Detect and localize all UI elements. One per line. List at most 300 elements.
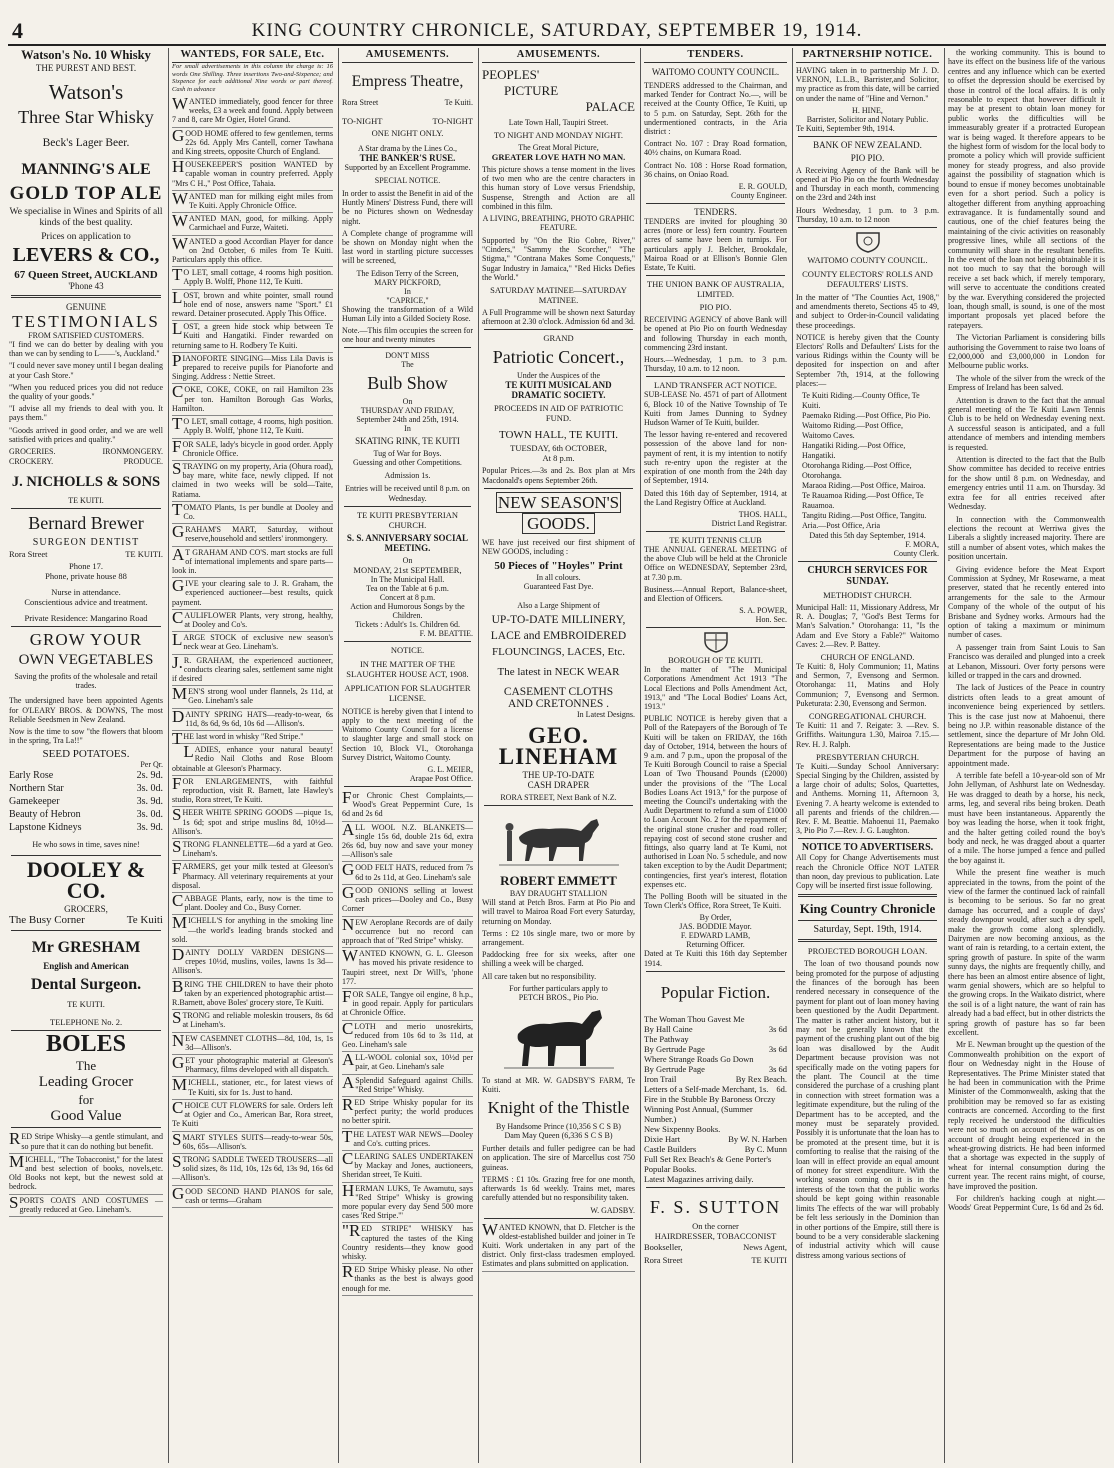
ad-heading: 50 Pieces of "Hoyles" Print xyxy=(494,560,623,573)
book-title: Castle Builders xyxy=(644,1143,697,1154)
ad-text: September 24th and 25th, 1914. xyxy=(356,415,459,425)
book-title: Where Strange Roads Go Down xyxy=(644,1053,754,1064)
book-price: By C. Munn xyxy=(744,1143,787,1154)
classified-ad: LOST, brown and white pointer, small round hole end of nose, answers name "Sport." £1 reward. Detainer prosecuted. Apply This Office. xyxy=(172,290,333,322)
ad-heading: Empress Theatre, xyxy=(351,73,464,90)
riding-entry: Aria.—Post Office, Aria xyxy=(802,521,881,531)
ad-heading: BANK OF NEW ZEALAND. xyxy=(813,139,922,150)
page-number: 4 xyxy=(12,18,23,43)
classified-ad: LADIES, enhance your natural beauty! Redio Nail Cloths and Rose Bloom obtainable at Gleeson's Pharmacy. xyxy=(172,744,333,776)
ad-text: F. EDWARD LAMB, xyxy=(680,931,751,941)
ad-text: Conscientious advice and treatment. xyxy=(24,597,148,608)
potato-row xyxy=(9,782,163,795)
ad-text: On xyxy=(402,397,413,407)
news-paragraph: For children's hacking cough at night.—Woods' Great Peppermint Cure, 1s 6d and 2s 6d. xyxy=(948,1193,1105,1213)
classified-ad: RED Stripe Whisky—a gentle stimulant, and so pure that it can do nothing but benefit. xyxy=(9,1131,163,1153)
ad-text: Supported by "On the Rio Cobre, River," "Cinders," "Sammy the Scorcher," "The Stigma," "Contrana Makes Some Conquests," Sugar Industry in Jamaica," "Red Hicks Defies the World." xyxy=(482,236,635,282)
column-7 xyxy=(944,48,1108,1463)
ad-heading: MANNING'S ALE xyxy=(21,161,151,178)
ad-text: Hon. Sec. xyxy=(755,615,787,625)
book-price: By W. N. Harben xyxy=(728,1133,787,1144)
ad-text: S. A. POWER, xyxy=(739,606,787,616)
ad-heading: GEO. LINEHAM xyxy=(498,723,619,770)
ad-text: "CAPRICE," xyxy=(386,295,429,305)
ad-heading: BOLES xyxy=(45,1031,127,1058)
classified-ad: WANTED MAN, good, for milking. Apply Carmichael and Furze, Waiteti. xyxy=(172,213,333,235)
ad-text: Under the Auspices of the xyxy=(516,371,601,381)
ad-text: Paddocking free for six weeks, after one shilling a week will be charged. xyxy=(482,950,635,969)
book-title: Latest Magazines arriving daily. xyxy=(644,1173,754,1184)
editorial-body xyxy=(796,959,939,1260)
book-price: 3s 6d xyxy=(768,1063,787,1074)
news-items xyxy=(948,48,1105,1213)
ad-heading: THE BANKER'S RUSE. xyxy=(359,153,456,163)
ad-text: H. HINE, xyxy=(852,105,883,115)
ad-text: Dated at Te Kuiti this 16th day September 1914. xyxy=(644,949,787,968)
column-2 xyxy=(168,48,336,1463)
classified-ad: WANTED man for milking eight miles from Te Kuiti. Apply Chronicle Office. xyxy=(172,191,333,213)
ad-text: A Complete change of programme will be shown on Monday night when the last word in startling picture successes will be screened, xyxy=(342,228,473,266)
ad-text: Phone, private house 88 xyxy=(45,571,127,582)
potato-row xyxy=(9,795,163,808)
classified-ad: CHOICE CUT FLOWERS for sale. Orders left at Ogier and Co., American Bar, Rora street, Te Kuiti xyxy=(172,1100,333,1132)
ad-text: THE UP-TO-DATE xyxy=(522,770,595,781)
ad-text: Late Town Hall, Taupiri Street. xyxy=(508,118,609,127)
ad-text: Dam May Queen (6,336 S C S B) xyxy=(504,1131,613,1141)
classified-ad: SHEER WHITE SPRING GOODS —pique 1s, 1s 6d; spot and stripe muslins 8d, 10½d—Allison's. xyxy=(172,807,333,839)
ad-heading: F. S. SUTTON xyxy=(649,1196,782,1217)
ad-text: NOTICE is hereby given that the County Electors' Rolls and Defaulters' Lists for the various Ridings within the County will be deposited for inspection on and after September 7th, 1914, at the following places:— xyxy=(796,332,939,388)
ad-heading: PEOPLES' xyxy=(482,67,540,82)
ad-text: The undersigned have been appointed Agents for O'LEARY BROS. & DOWNS, The most Reliable Seedsmen in New Zealand. xyxy=(9,696,163,724)
ad-text: For further particulars apply to xyxy=(509,983,608,993)
ad-text: THURSDAY AND FRIDAY, xyxy=(360,406,455,416)
ad-text: Concert at 8 p.m. xyxy=(379,592,436,602)
classified-ad: GOOD ONIONS selling at lowest cash prices—Dooley and Co., Busy Corner xyxy=(342,885,473,917)
classified-ad: WANTED KNOWN, that D. Fletcher is the oldest-established builder and joiner in Te Kuiti. Work undertaken in any part of the district. Only first-class tradesmen employed. Estimates and plans submitted on application. xyxy=(482,1222,635,1272)
ad-heading: THE UNION BANK OF AUSTRALIA, LIMITED. xyxy=(646,279,785,300)
classified-ad: CAULIFLOWER Plants, very strong, healthy, at Dooley and Co's. xyxy=(172,610,333,632)
book-entry xyxy=(644,1144,787,1154)
classified-ad: PIANOFORTE SINGING—Miss Lila Davis is prepared to receive pupils for Pianoforte and Singing. Address : Nettie Street. xyxy=(172,353,333,385)
ad-heading: CHURCH OF ENGLAND. xyxy=(820,652,915,663)
ad-text: Nurse in attendance. xyxy=(51,587,121,598)
ad-text: Hours Wednesday, 1 p.m. to 3 p.m. Thursday, 10 a.m. to 12 noon xyxy=(796,205,939,224)
book-entry xyxy=(644,1124,787,1134)
ad-text: SPECIAL NOTICE. xyxy=(374,176,441,185)
draught-horse-icon xyxy=(504,1004,614,1074)
ad-text: Business.—Annual Report, Balance-sheet, and Election of Officers. xyxy=(644,584,787,603)
ad-text: THOS. HALL, xyxy=(738,509,787,519)
classified-ad: STRAYING on my property, Aria (Ohura road), bay mare, white face, newly clipped. If not claimed in two weeks will be sold—Taite, Ratiama. xyxy=(172,461,333,502)
ad-heading: LACE and EMBROIDERED xyxy=(490,630,627,643)
riding-entry: Waitomo Riding.—Post Office, Waitomo Caves. xyxy=(802,421,903,441)
ad-text: Action and Humorous Songs by the Children. xyxy=(350,601,465,620)
ad-text: Tea on the Table at 6 p.m. xyxy=(366,583,449,593)
classified-ad: AT GRAHAM AND CO'S. mart stocks are full of international implements and spare parts—look in. xyxy=(172,547,333,579)
ad-heading: Knight of the Thistle xyxy=(487,1098,630,1118)
ad-heading: ROBERT EMMETT xyxy=(500,873,617,889)
ad-text: CROCKERY. PRODUCE. xyxy=(9,457,163,467)
book-entry xyxy=(644,1094,787,1104)
ridings-list xyxy=(796,391,939,531)
ad-text: TE KUITI. xyxy=(67,999,105,1010)
newspaper-title: KING COUNTRY CHRONICLE, SATURDAY, SEPTEMBER 19, 1914. xyxy=(251,20,863,41)
ad-text: Showing the transformation of a Wild Human Lily into a Gilded Society Rose. xyxy=(342,304,473,323)
book-entry xyxy=(644,1084,787,1094)
book-title: Iron Trail xyxy=(644,1073,677,1084)
ad-text: The xyxy=(75,1058,97,1074)
ad-text: F. MORA, xyxy=(905,540,939,550)
classified-ad: LOST, a green hide stock whip between Te Kuiti and Hangatiki. Finder rewarded on returning same to H. Rodbery Te Kuiti. xyxy=(172,321,333,353)
ad-text: DON'T MISS xyxy=(385,351,430,361)
classified-ad: MICHELL, stationer, etc., for latest views of Te Kuiti, six for 1s. Just to hand. xyxy=(172,1077,333,1099)
classified-ad: GET your photographic material at Gleeson's Pharmacy, films developed with all dispatch. xyxy=(172,1055,333,1077)
ad-heading: LAND TRANSFER ACT NOTICE. xyxy=(654,380,777,391)
ad-text: In xyxy=(404,286,411,296)
news-paragraph: In connection with the Commonwealth elections the recount at Werriwa gives the Liberals a slightly increased majority. There are still a number of absent votes, which makes the position uncertain. xyxy=(948,514,1105,562)
potato-price: 3s. 9d. xyxy=(136,796,163,808)
ad-text: Rora Street TE KUITI xyxy=(644,1254,787,1265)
ad-text: Bookseller, News Agent, xyxy=(644,1241,787,1252)
ad-text: By Order, xyxy=(699,913,732,923)
ad-text: In the matter of "The Municipal Corporations Amendment Act 1913 "The Local Elections and Polls Amendment Act, 1913," and "The Local Bodies' Loans Act, 1913." xyxy=(644,665,787,711)
ad-heading: Three Star Whisky xyxy=(18,107,154,127)
classified-ad: MEN'S strong wool under flannels, 2s 11d, at Geo. Lineham's sale xyxy=(172,686,333,708)
ad-text: TE KUITI PRESBYTERIAN CHURCH. xyxy=(356,509,459,530)
book-title: Letters of a Self-made Merchant, 1s. xyxy=(644,1083,769,1094)
testimonial: "I could never save money until I began dealing at your Cash Store." xyxy=(9,361,163,380)
church-notice: Municipal Hall: 11, Missionary Address, Mr R. A. Douglas; 7, "God's Best Terms for Man's Salvation." Otorohanga: 11, "Is the Adam and Eve Story a Fable?" Waitomo Caves: 2.—Rev. P. Battey. xyxy=(796,603,939,649)
ad-text: Beck's Lager Beer. xyxy=(42,137,130,149)
book-list xyxy=(644,1014,787,1184)
ad-text: He who sows in time, saves nine! xyxy=(32,840,140,850)
ad-heading: GREATER LOVE HATH NO MAN. xyxy=(491,152,626,162)
article-paragraph: The loan of two thousand pounds now being promoted for the purpose of adjusting the finances of the borough has been rendered necessary in consequence of the payment for plant out of loan money having been questioned by the Audit Department. The matter is rather ancient history, but it may not be generally known that the payment of the crushing plant out of the big loan was disallowed by the Audit Department because provision was not specifically made on the voting papers for the plant. The Council at the time considered the purchase of a crushing plant in connection with street formation was a legitimate expenditure, but the ruling of the Department has to be accepted, and the money must be separately provided. Possibly it is unfortunate that the loan has to be promoted at the present time, but it is comforting to realise that the raising of the loan will in effect provide an equal amount of money for street expenditure. With the working season coming on it is in the interests of the town that the public works should be kept going within reasonable limits The effects of the war will probably be felt less seriously in the Dominion than in other portions of the Empire, still there is bound to be a very considerable slackening of industrial activity which will cause distress among various sections of xyxy=(796,959,939,1260)
ad-text: CASH DRAPER xyxy=(527,780,590,791)
news-paragraph: While the present fine weather is much appreciated in the towns, from the point of the view of the farmer the continued lack of rainfall is becoming to be serious. So far no great damage has occurred, and a couple of days' steady downpour would, after such a dry spell, make the growth come along splendidly. Dairymen are now becoming anxious, as the want of rain is retarding, to a certain extent, the spring growth of pasture. In spite of the warm sunny days, the nights are frequently chilly, and there has been an almost entire absence of light, warm genial showers, which are so helpful to the growing crops. In the Waikato district, where the soil is of a light nature, the want of rain has already had a bad effect, but in other districts the spring growth of pasture has so far been excellent. xyxy=(948,868,1105,1038)
ad-text: Terms : £2 10s single mare, two or more by arrangement. xyxy=(482,928,635,948)
ad-heading: TE KUITI MUSICAL AND DRAMATIC SOCIETY. xyxy=(505,380,612,401)
ad-text: A LIVING, BREATHING, PHOTO GRAPHIC FEATURE. xyxy=(482,214,635,233)
ad-heading: TOWN HALL, TE KUITI. xyxy=(498,429,619,442)
ad-text: HAVING taken in to partnership Mr J. D. VERNON, L.L.B., Barrister,and Solicitor, my practice as from this date, will be carried on under the name of "Hine and Vernon." xyxy=(796,66,939,103)
ad-text: Prices on application to xyxy=(41,232,131,242)
ad-text: To stand at MR. W. GADSBY'S FARM, Te Kuiti. xyxy=(482,1075,635,1095)
classified-ad: THE last word in whisky "Red Stripe." xyxy=(172,731,333,744)
ad-text: Dated this 5th day September, 1914. xyxy=(809,531,926,541)
section-heading: NOTICE TO ADVERTISERS. xyxy=(801,842,934,854)
ad-text: Supported by an Excellent Programme. xyxy=(344,163,471,172)
riding-entry: Maraoa Riding.—Post Office, Mairoa. xyxy=(802,481,926,491)
potato-row xyxy=(9,808,163,821)
ad-text: PROCEEDS IN AID OF PATRIOTIC FUND. xyxy=(493,403,624,424)
book-title: By Hall Caine xyxy=(644,1023,693,1034)
ad-watson-no10: Watson's No. 10 Whisky xyxy=(21,48,151,62)
ad-text: THE ANNUAL GENERAL MEETING of the above Club will be held at the Chronicle Office on WEDNESDAY, September 23rd, at 7.30 p.m. xyxy=(644,544,787,582)
classified-ad: DAINTY SPRING HATS—ready-to-wear, 6s 11d, 8s 6d, 9s 6d, 10s 6d —Allison's. xyxy=(172,709,333,731)
book-title: Full Set Rex Beach's & Gene Porter's xyxy=(644,1153,772,1164)
borough-crest-icon xyxy=(701,631,731,653)
ad-heading: Patriotic Concert., xyxy=(492,347,625,368)
ad-text: SUB-LEASE No. 4571 of part of Allotment 6, Block 10 of the Native Township of Te Kuiti from James Dunning to Sydney Hudson Warner of Te Kuiti, builder. xyxy=(644,390,787,428)
ad-text: MONDAY, 21st SEPTEMBER, xyxy=(353,564,462,575)
ad-heading: CASEMENT CLOTHS xyxy=(503,686,614,699)
ad-text: 67 Queen Street, AUCKLAND xyxy=(14,269,158,281)
classified-ad: WANTED immediately, good fencer for three weeks, £3 a week and found. Apply between 7 and 8, care Mr Ogier, Hotel Grand. xyxy=(172,96,333,128)
classified-ad: NEW CASEMNET CLOTHS—8d, 10d, 1s, 1s 3d—Allison's. xyxy=(172,1033,333,1055)
ad-text: ONE NIGHT ONLY. xyxy=(371,128,444,138)
classified-ad: THE LATEST WAR NEWS—Dooley and Co's. cutting prices. xyxy=(342,1129,473,1151)
ad-text: TERMS : £1 10s. Grazing free for one month, afterwards 1s 6d weekly. Trains met, mares carefully attended but no responsibility taken. xyxy=(482,1174,635,1203)
ad-heading: UP-TO-DATE MILLINERY, xyxy=(491,614,626,627)
ad-text: Contract No. 107 : Dray Road formation, 40½ chains, on Kumara Road. xyxy=(644,139,787,158)
ad-heading: TESTIMONIALS xyxy=(12,312,160,331)
ad-text: Will stand at Petch Bros. Farm at Pio Pio and will travel to Mairoa Road Fort every Saturday, returning on Monday. xyxy=(482,898,635,926)
book-entry xyxy=(644,1154,787,1164)
ad-heading: Popular Fiction. xyxy=(660,982,771,1002)
ad-text: District Land Registrar. xyxy=(711,518,787,528)
ad-text: F. M. BEATTIE. xyxy=(419,628,473,638)
potato-name: Early Rose xyxy=(9,770,54,782)
ad-text: TELEPHONE No. 2. xyxy=(49,1017,123,1028)
classified-ad: STRONG SADDLE TWEED TROUSERS—all solid sizes, 8s 11d, 10s, 12s 6d, 13s 9d, 16s 6d—Allison's. xyxy=(172,1154,333,1186)
classified-ad: STRONG and reliable moleskin trousers, 8s 6d at Lineham's. xyxy=(172,1010,333,1032)
book-entry xyxy=(644,1024,787,1034)
ad-text: Also a Large Shipment of xyxy=(517,601,600,611)
ad-text: On xyxy=(402,555,413,565)
ad-heading: PICTURE xyxy=(504,83,559,98)
ad-text: for xyxy=(78,1092,94,1108)
newspaper-nameplate: King Country Chronicle xyxy=(799,901,936,917)
column-5 xyxy=(640,48,790,1463)
riding-entry: Te Rauamoa Riding.—Post Office, Te Rauamoa. xyxy=(802,491,924,511)
ad-text: The Polling Booth will be situated in the Town Clerk's Office, Rora Street, Te Kuiti. xyxy=(644,892,787,911)
classified-ad: HOUSEKEEPER'S position WANTED by capable woman in country preferred. Apply "Mrs C H.," Post Office, Tahaia. xyxy=(172,159,333,191)
book-title: Popular Books. xyxy=(644,1163,697,1174)
rates-notice: For small advertisements in this column the charge is: 16 words One Shilling. Three insertions Two-and-Sixpence; and Sixpence for each additional Nine words or part thereof. Cash in advance xyxy=(172,63,333,93)
ad-text: The xyxy=(401,360,414,370)
column-4 xyxy=(478,48,638,1463)
ad-text: Saving the profits of the wholesale and retail trades. xyxy=(14,672,158,691)
book-title: The Pathway xyxy=(644,1033,689,1044)
news-paragraph: The whole of the silver from the wreck of the Empress of Ireland has been salved. xyxy=(948,373,1105,393)
news-paragraph: the working community. This is bound to have its effect on the business life of the various centres and any influence which can be exerted to offset the depression should be exercised by those in control of the local affairs. It is only reasonable to expect that however difficult it may be at present to obtain loan money for public works the difficulties will be immeasurably greater if a protracted European war is being waged. It therefore appears to be the highest form of wisdom for the local body to promote a policy which will provide sufficient money for steady progress, and also provide against the possibility of stagnation which is bound to ensue if money becomes unobtainable even for a short period. Such a policy is altogether different from anything approaching extravagance. It is fundamentally sound and cautious, one of the chief features being the maintaining of the civic activities on reasonably progressive lines, while all sections of the community will share in the resultant benefits. In the event of the loan not being obtainable it is not too much to say that the borough will receive a set back which, if merely temporary, will serve to accentuate the conditions created by the war. Everything considered the projected loan, though small, is sound, is one of the most important proposals yet placed before the ratepayers. xyxy=(948,48,1105,330)
ad-heading: AND CRETONNES . xyxy=(507,698,610,711)
classified-ad: CLEARING SALES UNDERTAKEN by Mackay and Jones, auctioneers, Sheridan street, Te Kuiti. xyxy=(342,1151,473,1183)
ad-heading: Bulb Show xyxy=(367,373,448,394)
ad-text: Popular Prices.—3s and 2s. Box plan at Mrs Macdonald's opens September 26th. xyxy=(482,466,635,485)
classified-ad: FOR SALE, lady's bicycle in good order. Apply Chronicle Office. xyxy=(172,439,333,461)
book-title: By Gertrude Page xyxy=(644,1043,705,1054)
classified-ad: GIVE your clearing sale to J. R. Graham, the experienced auctioneer—best results, quick payment. xyxy=(172,578,333,610)
book-entry xyxy=(644,1054,787,1064)
ad-text: Rora Street Te Kuiti. xyxy=(342,98,473,107)
ad-text: TO NIGHT AND MONDAY NIGHT. xyxy=(494,130,623,140)
book-entry xyxy=(644,1134,787,1144)
ad-text: The Busy Corner Te Kuiti xyxy=(9,914,163,927)
ad-text: PIO PIO. xyxy=(699,302,732,313)
horse-with-handler-icon xyxy=(499,809,619,871)
ad-text: APPLICATION FOR SLAUGHTER LICENSE. xyxy=(344,682,471,703)
news-paragraph: Attention is drawn to the fact that the annual general meeting of the Te Kuiti Lawn Tennis Club is to be held on Wednesday evening next. A successful season is anticipated, and a full attendance of members and intending members is requested. xyxy=(948,395,1105,452)
ad-heading: SEED POTATOES. xyxy=(42,748,130,761)
book-entry xyxy=(644,1174,787,1184)
classified-ad: TO LET, small cottage, 4 rooms, high position. Apply B. Wolff, 'phone 112, Te Kuiti. xyxy=(172,416,333,438)
ad-heading: GROW YOUR xyxy=(29,630,143,650)
ad-text: GENUINE xyxy=(66,302,106,312)
church-notice: Te Kuiti: 8, Holy Communion; 11, Matins and Sermon, 7, Evensong and Sermon. Otorohanga: 11, Matins and Holy Communion; 7, Evensong and Sermon. Puketurata: 2.30, Evensong and Sermon. xyxy=(796,662,939,708)
testimonial: "When you reduced prices you did not reduce the quality of your goods." xyxy=(9,382,163,402)
potato-price: 2s. 9d. xyxy=(136,770,163,782)
riding-entry: Te Kuiti Riding.—County Office, Te Kuiti. xyxy=(802,391,920,411)
ad-heading: Bernard Brewer xyxy=(28,513,144,534)
section-heading: TENDERS. xyxy=(644,48,787,63)
ad-heading: PALACE xyxy=(585,99,635,114)
ad-text: TENDERS are invited for ploughing 30 acres (more or less) fern country. Fourteen acres of same have been in turnips. For particulars apply J. Belcher, Brookdale, Mairoa Road or at Ellison's Bonnie Glen Estate, Te Kuiti. xyxy=(644,217,787,273)
ad-text: Further details and fuller pedigree can be had on application. The sire of Marcellus cost 750 guineas. xyxy=(482,1144,635,1172)
news-paragraph: A terrible fate befell a 10-year-old son of Mr John Jellyman, of Ashhurst late on Wednesday. He was dragged to death by a horse, his neck, arms, leg, and several ribs being broken. Death must have been instantaneous. Apparently the boy was leading the horse, when it took fright, and the halter getting coiled round the boy's body and neck, he was dragged about a quarter of a mile. The horse jumped a fence and pulled the boy against it. xyxy=(948,771,1105,865)
potato-price-list xyxy=(9,769,163,834)
ad-text: In Latest Designs. xyxy=(577,710,635,720)
ad-heading: WAITOMO COUNTY COUNCIL. xyxy=(807,255,928,266)
potato-row xyxy=(9,821,163,834)
ad-text: In The Municipal Hall. xyxy=(370,574,445,584)
classified-ad: LARGE STOCK of exclusive new season's neck wear at Geo. Lineham's. xyxy=(172,632,333,654)
classified-ad: GOOD SECOND HAND PIANOS for sale, cash or terms—Graham xyxy=(172,1186,333,1208)
ad-text: Tickets : Adult's 1s. Children 6d. xyxy=(355,619,460,629)
ad-text: TE KUITI. xyxy=(68,496,104,506)
ad-text: On the corner xyxy=(692,1220,739,1231)
ad-text: Hours.—Wednesday, 1 p.m. to 3 p.m. Thursday, 10 a.m. to 12 noon. xyxy=(644,355,787,374)
ad-heading: TE KUITI TENNIS CLUB xyxy=(669,534,762,545)
classified-ad: FOR ENLARGEMENTS, with faithful reproduction, visit R. Barnett, late Hawley's studio, Rora street, Te Kuiti. xyxy=(172,776,333,808)
ad-text: W. GADSBY. xyxy=(590,1205,635,1215)
section-heading: AMUSEMENTS. xyxy=(342,48,473,63)
classified-ad: TOMATO Plants, 1s per bundle at Dooley and Co. xyxy=(172,502,333,524)
book-entry xyxy=(644,1104,787,1124)
testimonial: "Goods arrived in good order, and we are well satisfied with prices and quality." xyxy=(9,425,163,444)
classified-ad: GOOD HOME offered to few gentlemen, terms 22s 6d. Apply Mrs Cantell, corner Tawhana and King streets, opposite Church of England. xyxy=(172,128,333,160)
classified-ad: STRONG FLANNELETTE—6d a yard at Geo. Lineham's. xyxy=(172,839,333,861)
ad-heading: WAITOMO COUNTY COUNCIL. xyxy=(651,67,780,77)
ad-text: The Great Moral Picture, xyxy=(518,143,599,152)
ad-text: GROCERIES. IRONMONGERY. xyxy=(9,447,163,457)
ad-heading: CONGREGATIONAL CHURCH. xyxy=(808,711,927,722)
riding-entry: Tangitu Riding.—Post Office, Tangitu. xyxy=(802,511,927,521)
classified-ad: RED Stripe Whisky please. No other thanks as the best is always good enough for me. xyxy=(342,1264,473,1296)
classified-ad: DAINTY DOLLY VARDEN DESIGNS—crepes 10½d, muslins, voiles, lawns 1s 3d—Allison's. xyxy=(172,947,333,979)
ad-text: SKATING RINK, TE KUITI xyxy=(355,436,460,447)
ad-text: Te Kuiti, September 9th, 1914. xyxy=(796,123,895,133)
ad-text: TO-NIGHT TO-NIGHT xyxy=(342,116,473,126)
ad-text: Per Qr. xyxy=(140,760,163,770)
ad-text: Guaranteed Fast Dye. xyxy=(523,582,594,592)
ad-heading: Watson's xyxy=(48,80,124,104)
ad-text: 'Phone 43 xyxy=(68,281,104,291)
classified-ad: MICHELL'S for anything in the smoking line—the world's leading brands stocked and sold. xyxy=(172,915,333,947)
section-heading: PARTNERSHIP NOTICE. xyxy=(796,48,939,63)
ad-text: FROM SATISFIED CUSTOMERS. xyxy=(28,331,144,340)
ad-text: Barrister, Solicitor and Notary Public. xyxy=(806,114,929,124)
ad-text: English and American xyxy=(43,961,129,972)
ad-heading: Leading Grocer xyxy=(38,1074,134,1091)
classified-ad: J.R. GRAHAM, the experienced auctioneer, conducts clearing sales, settlement same night if desired xyxy=(172,655,333,687)
book-title: Winning Post Annual, (Summer Number.) xyxy=(644,1103,753,1124)
book-title: Fire in the Stubble By Baroness Orczy xyxy=(644,1093,776,1104)
riding-entry: Hangatiki Riding.—Post Office, Hangatiki. xyxy=(802,441,906,461)
column-6 xyxy=(792,48,942,1463)
classified-ad: SPORTS COATS AND COSTUMES —greatly reduced at Geo. Lineham's. xyxy=(9,1195,163,1217)
news-paragraph: Attention is directed to the fact that the Bulb Show committee has decided to receive entries for the show until 8 p.m. on Wednesday, and emergency entries until 11 a.m. on Thursday. 3d extra fee for all entries received after Wednesday. xyxy=(948,455,1105,512)
ad-text: TENDERS addressed to the Chairman, and marked Tender for Contract No.—, will be received at the County Office, Te Kuiti, up to 5 p.m. on Saturday, Sept. 26th for the undermentioned contracts, in the Aria district : xyxy=(644,81,787,137)
ad-text: HAIRDRESSER, TOBACCONIST xyxy=(654,1230,777,1241)
ad-text: All care taken but no responsibility. xyxy=(482,971,597,981)
book-title: Dixie Hart xyxy=(644,1133,681,1144)
ad-heading: NOTICE. xyxy=(390,644,425,655)
book-entry xyxy=(644,1074,787,1084)
ad-heading: DOOLEY & CO. xyxy=(26,857,146,904)
classified-ad: BRING THE CHILDREN to have their photo taken by an experienced photographic artist—R.Barnett, above Boles' grocery store, Te Kuiti. xyxy=(172,979,333,1011)
classified-ad: GRAHAM'S MART, Saturday, without reserve,household and settlers' ironmongery. xyxy=(172,524,333,546)
section-heading: WANTEDS, FOR SALE, Etc. xyxy=(172,48,333,63)
classified-ad: WANTED a good Accordian Player for dance on 2nd October, 6 miles from Te Kuiti. Particulars apply this office. xyxy=(172,236,333,268)
classified-ad: NEW Aeroplane Records are of daily occurrence but no record can approach that of "Red Stripe" whisky. xyxy=(342,917,473,949)
classified-ad: "RED STRIPE" WHISKY has captured the tastes of the King Country residents—they know good whisky. xyxy=(342,1223,473,1264)
ad-heading: The latest in NECK WEAR xyxy=(497,666,620,679)
ad-heading: Good Value xyxy=(50,1108,122,1125)
ad-text: A Star drama by the Lines Co., xyxy=(357,144,458,153)
ad-text: Entries will be received until 8 p.m. on Wednesday. xyxy=(345,484,470,503)
ad-text: County Clerk. xyxy=(893,549,939,559)
church-notice: Te Kuiti.—Sunday School Anniversary: Special Singing by the Children, assisted by a large choir of adults; Solos, Quartettes, and Anthems. Morning 11, Afternoon 3, Evening 7. A hearty welcome is extended to all parents and friends of the children.—Rev. F. M. Beattie. Mahoenui 11, Paemako 3, Pio Pio 7.—Rev. J. G. Laughton. xyxy=(796,761,939,836)
ad-text: Dated this 16th day of September, 1914, at the Land Registry Office at Auckland. xyxy=(644,488,787,507)
ad-text: GRAND xyxy=(543,333,574,344)
riding-entry: Paemako Riding.—Post Office, Pio Pio. xyxy=(802,411,931,421)
ad-text: NOTICE is hereby given that I intend to apply to the next meeting of the Waitomo County Council for a license to slaughter large and small stock on Section 10, Block VI., Otorohanga Survey District, Waitomo County. xyxy=(342,706,473,762)
classified-ad: SMART STYLES SUITS—ready-to-wear 50s, 60s, 65s—Allison's. xyxy=(172,1132,333,1154)
testimonial: "I find we can do better by dealing with you than we can by sending to L——'s, Auckland." xyxy=(9,340,163,359)
ad-text: In order to assist the Benefit in aid of the Huntly Miners' Distress Fund, there will be no Pictures shown on Wednesday night. xyxy=(342,189,473,226)
ad-heading: FLOUNCINGS, LACES, Etc. xyxy=(492,646,625,659)
ad-text: In all colours. xyxy=(536,573,581,583)
section-heading: AMUSEMENTS. xyxy=(482,48,635,63)
news-paragraph: Giving evidence before the Meat Export Commission at Sydney, Mr Rosewarne, a meat preserver, stated that he recently entered into arrangements for the sale to the Armour Company of the whole of the output of his Brisbane and Sydney works. Armours had the option of taking a maximum or minimum number of cases. xyxy=(948,564,1105,640)
ad-text: A Full Programme will be shown next Saturday afternoon at 2.30 o'clock. Admission 6d and 3d. xyxy=(482,308,635,327)
classified-list xyxy=(172,96,333,1208)
news-paragraph: The Victorian Parliament is considering bills authorising the Government to raise two loans of £2,000,000 and £3,000,000 in London for Melbourne public works. xyxy=(948,333,1105,371)
ad-text: Arapae Post Office. xyxy=(409,774,473,784)
book-entry xyxy=(644,1064,787,1074)
classified-ad: ALL WOOL N.Z. BLANKETS—single 15s 6d, double 21s 6d, extra 26s 6d, buy now and save your money —Allison's sale xyxy=(342,822,473,863)
ad-text: In the matter of "The Counties Act, 1908," and amendments thereto, Sections 45 to 49, and subject to Order-in-Council validating these proceedings. xyxy=(796,293,939,330)
testimonial: "I advise all my friends to deal with you. It pays them." xyxy=(9,404,163,423)
news-paragraph: A passenger train from Saint Louis to San Francisco was derailed and plunged into a creek at Lebanon, Missouri. Over forty persons were killed or trapped in the cars and drowned. xyxy=(948,642,1105,680)
ad-text: G. L. MEIER, xyxy=(427,765,473,775)
ad-text: Phone 17. xyxy=(69,561,103,572)
book-price: By Rex Beach. xyxy=(735,1073,787,1084)
classified-ad: TO LET, small cottage, 4 rooms high position. Apply B. Wolff, Phone 112, Te Kuiti. xyxy=(172,267,333,289)
ad-text: TUESDAY, 6th OCTOBER, xyxy=(510,443,607,454)
ad-heading: OWN VEGETABLES xyxy=(18,652,154,669)
riding-entry: Otorohanga Riding.—Post Office, Otorohanga. xyxy=(802,461,912,481)
ad-text: Guessing and other Competitions. xyxy=(353,458,462,468)
classified-ad: CLOTH and merio unosrekirts, reduced from 10s 6d to 3s 11d, at Geo. Lineham's sale xyxy=(342,1021,473,1053)
book-entry xyxy=(644,1164,787,1174)
ad-heading: GOODS. xyxy=(522,513,595,534)
classified-ad: FARMERS, get your milk tested at Gleeson's Pharmacy. All veterinary requirements at your disposal. xyxy=(172,861,333,893)
church-notice: Te Kuiti: 11 and 7. Reigate: 3. —Rev. S. Griffiths. Waitungura 1.30, Mairoa 7.15.—Rev. H. J. Ralph. xyxy=(796,721,939,749)
